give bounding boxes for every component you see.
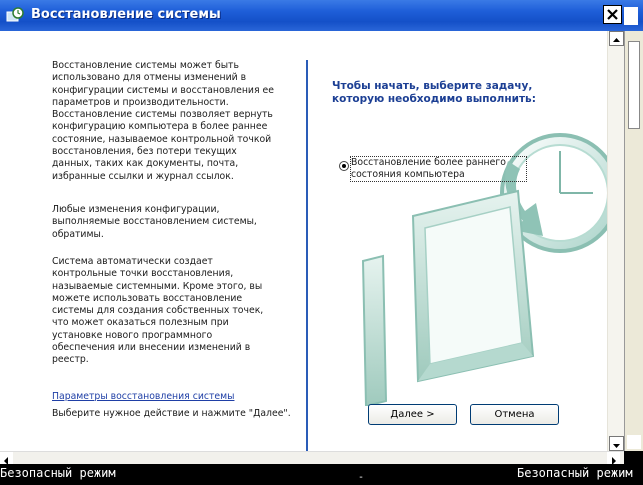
checkpoints-paragraph: Система автоматически создает контрольные точки восстановления, называемые системными. Кроме этого, вы можете использовать восстановление системы для создания собственных точек, что может оказаться полезным при установке нового программного обеспечения или внесении изменений в реестр. <box>52 256 264 366</box>
close-button[interactable] <box>603 5 622 24</box>
safe-mode-label-right: Безопасный режим <box>517 466 633 480</box>
scroll-left-button[interactable] <box>0 452 13 464</box>
window-title: Восстановление системы <box>31 7 221 22</box>
intro-paragraph: Восстановление системы может быть использовано для отмены изменений в конфигурации системы и восстановления ее параметров и производительности. Восстановление системы позволяет вернуть конфигурацию компьютера в более раннее состояние, называемое контрольной точкой восстановления, без потери текущих данных, таких как документы, почта, избранные ссылки и журнал ссылок. <box>52 60 274 182</box>
scroll-right-button[interactable] <box>607 452 620 464</box>
outer-scroll-thumb[interactable] <box>628 41 640 129</box>
dialog-client-area <box>0 31 624 451</box>
scroll-up-button[interactable] <box>609 31 624 46</box>
outer-vertical-scrollbar[interactable] <box>624 31 643 451</box>
close-icon <box>604 6 621 23</box>
next-button[interactable] <box>368 404 457 425</box>
chevron-up-icon <box>610 34 623 47</box>
cancel-button-label: Отмена <box>494 409 535 420</box>
inner-vertical-scrollbar[interactable] <box>607 31 624 451</box>
outer-scroll-down-button[interactable] <box>627 435 641 449</box>
hint-text: Выберите нужное действие и нажмите "Далее". <box>52 408 291 419</box>
status-middle-mark: - <box>358 472 365 483</box>
panel-divider <box>306 60 308 456</box>
horizontal-scrollbar[interactable] <box>0 451 624 464</box>
scroll-down-button[interactable] <box>609 436 624 451</box>
monitor-icon <box>363 191 533 406</box>
system-restore-icon <box>6 7 24 25</box>
cancel-button[interactable] <box>470 404 559 425</box>
outer-scroll-up-button[interactable] <box>624 7 638 25</box>
safe-mode-label-left: Безопасный режим <box>0 466 116 480</box>
restore-earlier-radio[interactable] <box>339 161 349 171</box>
task-heading: Чтобы начать, выберите задачу, которую необходимо выполнить: <box>332 80 536 105</box>
reversible-paragraph: Любые изменения конфигурации, выполняемые восстановлением системы, обратимы. <box>52 204 257 240</box>
restore-settings-link[interactable]: Параметры восстановления системы <box>52 391 235 402</box>
next-button-label: Далее > <box>390 409 435 420</box>
title-bar[interactable] <box>0 0 643 31</box>
restore-earlier-label[interactable]: Восстановление более раннего состояния компьютера <box>351 157 526 181</box>
